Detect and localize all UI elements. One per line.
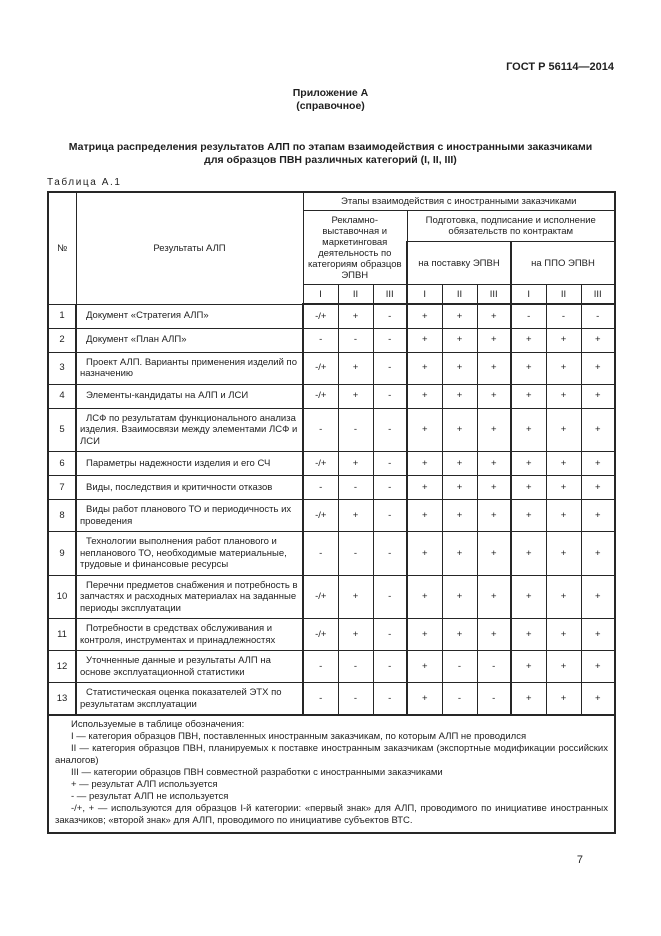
row-value: + (338, 619, 373, 651)
row-value: + (581, 476, 615, 500)
table-header (48, 192, 615, 304)
category-header: II (338, 285, 373, 305)
row-value: + (477, 352, 511, 384)
row-value: + (442, 408, 477, 452)
row-value: + (546, 532, 581, 576)
row-value: + (511, 619, 546, 651)
row-value: - (373, 500, 407, 532)
category-header: I (407, 285, 442, 305)
category-header: I (511, 285, 546, 305)
column-header-number: № (48, 192, 76, 304)
category-header: III (477, 285, 511, 305)
row-number: 4 (48, 384, 76, 408)
row-value: - (303, 476, 338, 500)
page-number: 7 (576, 854, 583, 866)
row-value: - (373, 304, 407, 328)
row-value: - (373, 328, 407, 352)
row-value: -/+ (303, 352, 338, 384)
row-result-name: Параметры надежности изделия и его СЧ (76, 452, 303, 476)
row-value: + (477, 328, 511, 352)
table-body (48, 304, 615, 715)
row-value: + (477, 532, 511, 576)
row-value: + (511, 452, 546, 476)
row-value: - (373, 352, 407, 384)
row-value: -/+ (303, 304, 338, 328)
row-value: + (546, 384, 581, 408)
row-value: -/+ (303, 452, 338, 476)
row-value: + (581, 452, 615, 476)
column-header-contracts: Подготовка, подписание и исполнение обязательств по контрактам (407, 211, 615, 242)
table-row (48, 619, 615, 651)
row-value: + (581, 328, 615, 352)
row-result-name: Проект АЛП. Варианты применения изделий по назначению (76, 352, 303, 384)
row-value: + (581, 683, 615, 716)
row-value: + (546, 575, 581, 619)
row-value: + (546, 408, 581, 452)
row-result-name: Виды, последствия и критичности отказов (76, 476, 303, 500)
row-value: + (511, 651, 546, 683)
row-value: - (373, 651, 407, 683)
row-value: + (581, 575, 615, 619)
row-number: 9 (48, 532, 76, 576)
row-number: 1 (48, 304, 76, 328)
row-value: + (546, 683, 581, 716)
row-number: 10 (48, 575, 76, 619)
row-value: + (338, 304, 373, 328)
category-header: II (546, 285, 581, 305)
row-result-name: Элементы-кандидаты на АЛП и ЛСИ (76, 384, 303, 408)
row-value: + (407, 384, 442, 408)
row-value: + (442, 500, 477, 532)
row-value: - (373, 452, 407, 476)
document-number: ГОСТ Р 56114—2014 (506, 61, 614, 73)
row-value: + (511, 328, 546, 352)
row-value: + (407, 575, 442, 619)
table-note-line: III — категории образцов ПВН совместной разработки с иностранными заказчиками (71, 767, 443, 778)
row-value: + (442, 328, 477, 352)
row-value: - (477, 683, 511, 716)
row-value: + (407, 532, 442, 576)
table-row (48, 352, 615, 384)
row-value: - (442, 683, 477, 716)
row-value: + (581, 408, 615, 452)
row-value: - (338, 532, 373, 576)
row-value: + (442, 476, 477, 500)
row-value: + (581, 651, 615, 683)
column-header-marketing: Рекламно-выставочная и маркетинговая деятельность по категориям образцов ЭПВН (303, 211, 407, 285)
category-header: I (303, 285, 338, 305)
row-value: + (407, 452, 442, 476)
row-value: + (407, 352, 442, 384)
category-header: III (581, 285, 615, 305)
row-value: - (338, 328, 373, 352)
table-note-line: - — результат АЛП не используется (71, 791, 229, 802)
row-value: -/+ (303, 575, 338, 619)
row-value: - (303, 651, 338, 683)
row-value: + (338, 500, 373, 532)
row-value: + (546, 476, 581, 500)
row-value: + (477, 384, 511, 408)
row-value: + (442, 352, 477, 384)
row-value: - (477, 651, 511, 683)
row-number: 8 (48, 500, 76, 532)
row-value: + (546, 651, 581, 683)
row-value: -/+ (303, 500, 338, 532)
row-number: 13 (48, 683, 76, 716)
row-value: + (511, 476, 546, 500)
row-number: 11 (48, 619, 76, 651)
row-value: + (338, 352, 373, 384)
row-value: + (581, 352, 615, 384)
column-header-results: Результаты АЛП (76, 192, 303, 304)
row-result-name: Документ «Стратегия АЛП» (76, 304, 303, 328)
table-row (48, 575, 615, 619)
row-value: - (373, 384, 407, 408)
row-value: - (442, 651, 477, 683)
table-row (48, 500, 615, 532)
row-value: + (407, 619, 442, 651)
row-value: + (477, 304, 511, 328)
column-header-supply: на поставку ЭПВН (407, 242, 511, 285)
row-value: + (511, 352, 546, 384)
row-value: -/+ (303, 619, 338, 651)
row-number: 5 (48, 408, 76, 452)
page-title: Матрица распределения результатов АЛП по этапам взаимодействия с иностранными заказчиками для образцов ПВН различных категорий (I, II, III) (68, 141, 593, 166)
row-value: + (477, 500, 511, 532)
table-row (48, 651, 615, 683)
table-row (48, 304, 615, 328)
row-number: 3 (48, 352, 76, 384)
row-value: + (407, 476, 442, 500)
row-value: + (477, 476, 511, 500)
row-value: + (338, 452, 373, 476)
row-result-name: Перечни предметов снабжения и потребность в запчастях и расходных материалах на заданные периоды эксплуатации (76, 575, 303, 619)
row-value: + (511, 532, 546, 576)
table-row (48, 384, 615, 408)
row-value: + (338, 575, 373, 619)
matrix-table (47, 191, 616, 834)
row-value: - (373, 476, 407, 500)
appendix-subtitle: (справочное) (296, 100, 365, 112)
table-row (48, 532, 615, 576)
row-value: + (407, 651, 442, 683)
appendix-heading (0, 87, 661, 113)
table-row (48, 408, 615, 452)
table-note-line: I — категория образцов ПВН, поставленных иностранным заказчикам, по которым АЛП не проводился (71, 731, 527, 742)
row-value: + (442, 619, 477, 651)
column-header-stages: Этапы взаимодействия с иностранными заказчиками (303, 192, 615, 211)
row-value: + (407, 500, 442, 532)
row-value: + (511, 500, 546, 532)
row-value: + (338, 384, 373, 408)
row-value: + (407, 408, 442, 452)
row-value: + (511, 683, 546, 716)
row-value: + (477, 575, 511, 619)
row-value: - (303, 683, 338, 716)
row-value: + (407, 304, 442, 328)
row-result-name: Уточненные данные и результаты АЛП на основе эксплуатационной статистики (76, 651, 303, 683)
row-result-name: ЛСФ по результатам функционального анализа изделия. Взаимосвязи между элементами ЛСФ и ЛСИ (76, 408, 303, 452)
row-value: + (511, 384, 546, 408)
row-value: - (546, 304, 581, 328)
row-result-name: Технологии выполнения работ планового и непланового ТО, необходимые материальные, трудовые и финансовые ресурсы (76, 532, 303, 576)
row-value: + (511, 408, 546, 452)
row-result-name: Статистическая оценка показателей ЭТХ по результатам эксплуатации (76, 683, 303, 716)
column-header-ppo: на ППО ЭПВН (511, 242, 615, 285)
row-number: 2 (48, 328, 76, 352)
row-value: + (442, 384, 477, 408)
category-header: II (442, 285, 477, 305)
table-row (48, 452, 615, 476)
row-value: + (442, 575, 477, 619)
row-value: + (581, 619, 615, 651)
row-value: + (546, 352, 581, 384)
table-label: Таблица А.1 (47, 177, 122, 188)
row-value: - (373, 575, 407, 619)
row-value: + (546, 328, 581, 352)
row-result-name: Виды работ планового ТО и периодичность их проведения (76, 500, 303, 532)
row-value: - (338, 408, 373, 452)
row-value: - (581, 304, 615, 328)
row-value: - (511, 304, 546, 328)
row-value: + (477, 619, 511, 651)
row-value: + (511, 575, 546, 619)
table-note-line: + — результат АЛП используется (71, 779, 218, 790)
row-result-name: Документ «План АЛП» (76, 328, 303, 352)
row-value: + (477, 408, 511, 452)
table-row (48, 683, 615, 716)
row-value: + (546, 452, 581, 476)
row-value: + (442, 304, 477, 328)
row-value: - (303, 408, 338, 452)
row-result-name: Потребности в средствах обслуживания и контроля, инструментах и принадлежностях (76, 619, 303, 651)
row-value: - (373, 408, 407, 452)
row-value: - (303, 532, 338, 576)
category-header: III (373, 285, 407, 305)
row-value: - (373, 619, 407, 651)
row-number: 12 (48, 651, 76, 683)
row-value: - (373, 532, 407, 576)
row-value: + (581, 384, 615, 408)
row-value: + (477, 452, 511, 476)
row-value: + (442, 532, 477, 576)
table-note-line: -/+, + — используются для образцов I-й категории: «первый знак» для АЛП, проводимого по инициативе иностранных заказчиков; «второй знак» для АЛП, проводимого по инициативе субъектов ВТС. (55, 803, 608, 826)
row-value: -/+ (303, 384, 338, 408)
appendix-title: Приложение А (292, 87, 369, 99)
row-value: + (546, 500, 581, 532)
row-value: - (338, 651, 373, 683)
row-value: - (338, 476, 373, 500)
table-notes (48, 715, 615, 833)
row-value: + (407, 683, 442, 716)
row-value: + (546, 619, 581, 651)
row-value: - (338, 683, 373, 716)
table-row (48, 476, 615, 500)
row-value: + (442, 452, 477, 476)
row-value: + (407, 328, 442, 352)
table-note-line: Используемые в таблице обозначения: (71, 719, 245, 730)
row-value: - (373, 683, 407, 716)
table-row (48, 328, 615, 352)
row-value: + (581, 500, 615, 532)
row-value: - (303, 328, 338, 352)
row-number: 7 (48, 476, 76, 500)
row-number: 6 (48, 452, 76, 476)
table-note-line: II — категория образцов ПВН, планируемых к поставке иностранным заказчикам (экспортные модификации российских аналогов) (55, 743, 608, 766)
row-value: + (581, 532, 615, 576)
